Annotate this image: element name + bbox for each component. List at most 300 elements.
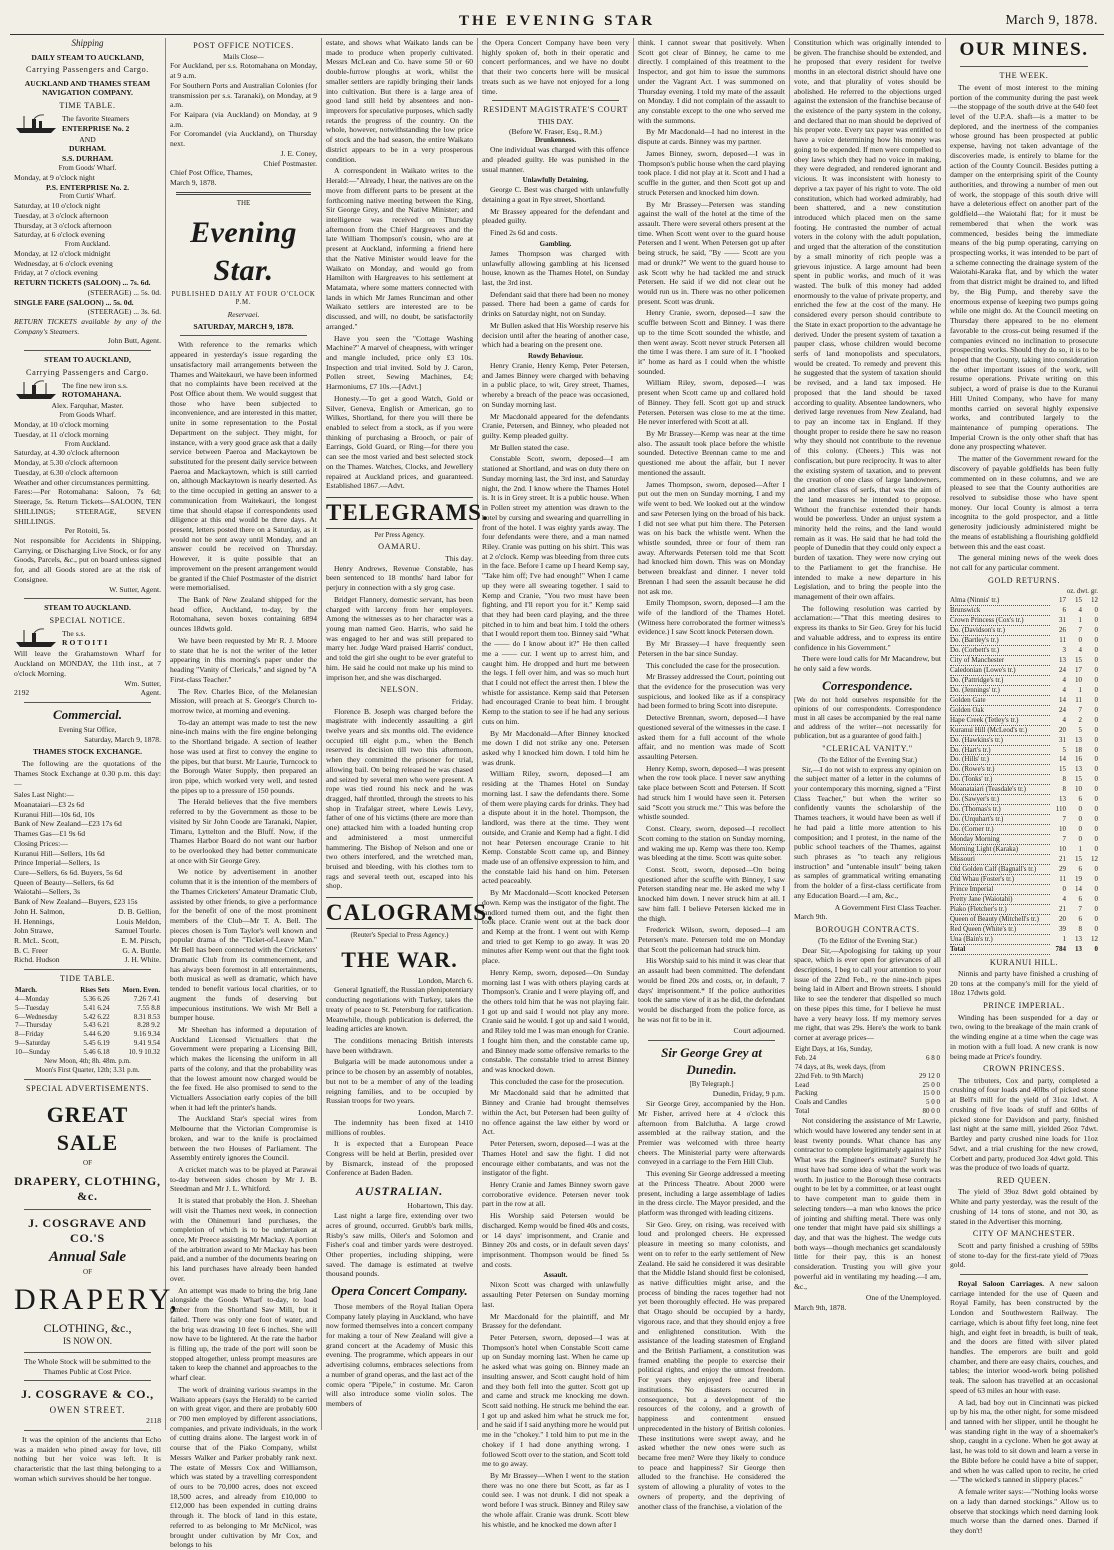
broker-row — [14, 926, 161, 936]
paragraph: Henry Cranie, Henry Kemp, Peter Petersen, and James Binney were charged with behaving in a public place, to wit, Grey street, Thames, whereby a breach of the peace was occasioned, on Sunday morning last. — [482, 361, 629, 409]
table-cell: 784 — [1055, 944, 1066, 953]
paragraph: James Thompson was charged with unlawfully allowing gambling at his licensed house, known as the Thames Hotel, on Sunday last, the 3rd inst. — [482, 248, 629, 288]
table-cell: 0 — [1094, 835, 1098, 844]
list-heading: Sales Last Night:— — [14, 790, 74, 800]
table-cell: 9.41 9.54 — [133, 1039, 160, 1048]
table-cell: Eight Days, at 16s, Sunday, — [795, 1044, 873, 1053]
table-row — [950, 904, 1098, 914]
paragraph: This concluded the case for the prosecution. — [646, 660, 780, 670]
table-cell: 14 — [1059, 695, 1066, 704]
ad-line: Fares:—Per Rotomahana: Saloon, 7s 6d; Steerage, 5s. Return Tickets—SALOON, TEN SHILLINGS; STEERAGE, SEVEN SHILLINGS. — [14, 487, 161, 526]
table-cell: Do. (Davidson's tr.) — [950, 626, 1050, 636]
table-cell: 0 — [1094, 705, 1098, 714]
table-row — [950, 845, 1098, 855]
list-item: For Kaipara (via Auckland) on Monday, at 9 a.m. — [170, 110, 317, 129]
ad-daily-steam: DAILY STEAM TO AUCKLAND, — [31, 52, 144, 62]
table-cell: 0 — [1094, 735, 1098, 744]
paragraph: By Mr Macdonald—After Binney knocked me down I did not strike any one. Petersen asked why I knocked him down. I told him he was drunk. — [482, 728, 629, 767]
table-cell: 6 — [1078, 864, 1082, 873]
table-cell: Coals and Candles — [795, 1098, 848, 1107]
table-cell: 6 8 0 — [926, 1053, 940, 1062]
contract-cost-table — [794, 1045, 941, 1117]
table-row — [14, 1048, 161, 1057]
paragraph: estate, and shows what Waikato lands can be made to produce when properly cultivated. Messrs McLean and Co. have some 50 or 60 double-furrow ploughs at work, whilst the smaller settlers are rapidly bringing their lands into cultivation. But there is a large area of good land still held by absentees and non-improvers for speculative purposes, which sadly retards the progress of the country. On the whole, however, notwithstanding the low price of stock and the bad season, the entire Waikato district appears to be in a very prosperous condition. — [326, 38, 473, 164]
table-cell: 24 — [1059, 665, 1066, 674]
table-cell: 12 — [1091, 854, 1098, 863]
table-cell: 9—Saturday — [15, 1039, 51, 1048]
table-cell: 6 — [1062, 606, 1066, 615]
table-cell: 15 — [1075, 854, 1082, 863]
ad-line: DURHAM. — [69, 144, 106, 154]
paragraph: James Binney, sworn, deposed—I was in Thompson's public house when the card playing took place. I did not play at it. Scott and I had a scuffle in the gutter, and then Scott got up and struck Petersen and knocked him down. — [638, 148, 785, 197]
section-heading-correspondence: Correspondence. — [822, 677, 913, 693]
table-header-row — [14, 986, 161, 995]
table-cell: 6 — [1078, 795, 1082, 804]
list-item: For Coromandel (via Auckland), on Thursday next. — [170, 129, 317, 149]
table-row — [950, 735, 1098, 745]
list-item: For Southern Ports and Australian Colonies (for transmission per s.s. Taranaki), on Monday, at 9 a.m. — [170, 80, 317, 110]
broker-list — [14, 907, 161, 965]
table-cell: City of Manchester — [950, 655, 1050, 665]
paragraph: By Mr Brassey—Petersen was standing against the wall of the hotel at the time of the assault. There were several others present at the time. When Scott went over to the guard house Petersen and I went. When Petersen got up after being struck, he said, "By —— Scott are you mad or drunk?" We went to the guard house to ask Scott why he had tackled me and struck Petersen. He said if we did not clear out he would run us in. There was no other policemen present. Scott was drunk. — [638, 199, 785, 306]
table-cell: 0 — [1094, 825, 1098, 834]
table-cell: Prince Imperial — [950, 884, 1050, 894]
paragraph: It is expected that a European Peace Congress will be held at Berlin, presided over by Bismarck, instead of the proposed Conference at Baden Baden. — [326, 1139, 473, 1178]
table-cell: 5.44 6.20 — [83, 1030, 110, 1039]
paragraph: Const. Cleary, sworn, deposed—I recollect Scott coming to the station on Sunday morning, and waking me up. Kemp was there too. Kemp was bleeding at the time. Scott was quite sober. — [638, 824, 785, 863]
table-cell: 74 days, at 8s, week days, (from — [795, 1062, 886, 1071]
article-heading: RESIDENT MAGISTRATE'S COURT — [483, 105, 628, 115]
ad-line: Saturday, at 4.30 o'clock afternoon — [14, 448, 120, 458]
table-row — [950, 815, 1098, 825]
article-heading: Sir George Grey at Dunedin. — [661, 1045, 762, 1077]
table-cell: 26 — [1059, 626, 1066, 635]
ad-line: From Goods' Wharf. — [58, 163, 117, 172]
broker-row — [14, 907, 161, 917]
table-row — [794, 1045, 941, 1054]
table-cell: 17 — [1059, 596, 1066, 605]
table-cell: 0 — [1078, 835, 1082, 844]
broker-name: Louis Meldon, — [116, 916, 161, 926]
broker-name: J. H. White. — [124, 955, 161, 965]
table-cell: 0 — [1094, 695, 1098, 704]
paragraph: The tributers, Cox and party, completed a crushing of four loads and 40lbs of picked stone at Bell's mill for the yield of 31oz 1dwt. A crushing of five loads of stuff and 60lbs of picked stone for Davidson and party, finished last night at the same mill, yielded 26oz 7dwt. Bartley and party crushed nine loads for 11oz 5dwt, and a trial crushing for the new crowd, Corbett and party, produced 3oz 4dwt gold. This was the produce of two loads of quartz. — [950, 1075, 1098, 1173]
paragraph: Winding has been suspended for a day or two, owing to the breakage of the main crank of the winding engine at a time when the cage was in motion with a full load. A new crank is now being made at Price's foundry. — [950, 1012, 1098, 1061]
table-cell: Do. (Urquhart's tr.) — [950, 815, 1050, 825]
steamship-icon — [14, 379, 58, 401]
table-cell: 21 — [1059, 904, 1066, 913]
table-cell: 13 — [1075, 735, 1082, 744]
list-heading: Mails Close— — [223, 52, 264, 61]
paragraph: Henry Cranie and James Binney sworn gave corroborative evidence. Petersen never took part in the row at all. — [482, 1179, 629, 1209]
table-cell: 0 — [1094, 645, 1098, 654]
ad-heading: STEAM TO AUCKLAND. — [44, 603, 131, 613]
inline-heading: Royal Saloon Carriages. — [958, 1278, 1045, 1288]
dateline: SATURDAY, MARCH 9, 1878. — [193, 321, 294, 331]
table-cell: 16 — [1075, 755, 1082, 764]
table-row — [794, 1107, 941, 1116]
table-cell: 7—Thursday — [15, 1021, 52, 1030]
signature: Chief Postmaster. — [263, 158, 317, 168]
table-cell: 1 — [1078, 616, 1082, 625]
moon-note: Moon's First Quarter, 12th; 3.31 p.m. — [35, 1066, 140, 1075]
paragraph: Peter Petersen, sworn, deposed—I was at Thompson's hotel when Constable Scott came up on Sunday morning last. When he came up he asked what was going on. Binney made an insulting answer, and Scott caught hold of him and they both fell into the gutter. Scott got up and came and struck me knocking me down. Scott said nothing. He struck me behind the ear. I got up and asked him what he struck me for, and he said if I said anything more he would put me in the "chokey." I told him to put me in the chokey if I had done anything wrong. I followed Scott over to the station, and Scott told me to go away. — [482, 1332, 630, 1469]
ad-line: OF — [83, 1267, 92, 1276]
list-item: Bank of New Zealand—£23 17s 6d — [14, 819, 122, 829]
ad-line: OWEN STREET. — [49, 1404, 126, 1415]
paragraph: George C. Best was charged with unlawfully detaining a goat in Rye street, Shortland. — [482, 185, 629, 205]
dateline: This day. — [445, 553, 473, 563]
table-cell: 4 — [1078, 645, 1082, 654]
paragraph: The indemnity has been fixed at 1410 millions of roubles. — [326, 1117, 473, 1137]
divider — [176, 192, 311, 195]
table-row — [950, 655, 1098, 665]
article-heading: AUSTRALIAN. — [355, 1184, 444, 1199]
table-row — [794, 1081, 941, 1090]
table-row — [14, 1030, 161, 1039]
table-cell — [912, 1045, 941, 1054]
table-cell: 5.46 6.18 — [83, 1048, 110, 1057]
subheading: Assault. — [543, 1271, 568, 1280]
table-cell: 0 — [1094, 864, 1098, 873]
table-cell: 13 — [1059, 795, 1066, 804]
table-cell: 0 — [1094, 924, 1098, 933]
ad-line: Tuesday, at 11 o'clock morning — [14, 429, 109, 439]
subheading: Rowdy Behaviour. — [528, 352, 583, 361]
broker-row — [14, 917, 161, 927]
table-cell: 10 — [1075, 675, 1082, 684]
paragraph: Mr Bullen stated the case. — [490, 442, 570, 452]
special-ads-heading: SPECIAL ADVERTISEMENTS. — [25, 1084, 150, 1094]
table-cell: 8—Friday — [15, 1030, 44, 1039]
table-cell: 80 0 0 — [922, 1107, 940, 1116]
table-cell: Do. (Tonks' tr.) — [950, 775, 1050, 785]
table-cell: Do. (Rowe's tr.) — [950, 765, 1050, 775]
table-row — [950, 665, 1098, 675]
paragraph: By Mr Brassey—I have frequently seen Petersen in the bar since Sunday. — [638, 639, 785, 658]
broker-name: Samuel Tourle. — [114, 926, 161, 936]
paragraph: Florence B. Joseph was charged before the magistrate with indecently assaulting a girl twelve years and six months old. The evidence occupied till eight p.m., when the Bench reserved its decision till two this afternoon, when they committed the prisoner for trial, allowing bail. On being released he was chased and seized by several men who were present. A rope was tied round his neck and he was dragged, half throttled, through the streets to his shop in Trafalgar street, where Lewis Levy, father of one of his victims (there are more than one) attacked him with a loaded hunting crop and administered a most unmerciful hammering. The Bishop of Nelson and one or two others interfered, and the wretched man, bruised and bleeding, with his clothes torn to rags and several teeth out, escaped into his shop. — [326, 706, 473, 891]
table-cell: 7 — [1078, 626, 1082, 635]
paragraph: Fined 2s 6d and costs. — [490, 228, 558, 238]
paragraph: Henry Kemp, sworn, deposed—On Sunday morning last I was with others playing cards at Thompson's. Cranie and I were playing off, and the others told him that he was not playing fair. I got up and said I would not play any more. Cranie said he would. I got up and said I would, and Riley told me I was man enough for Cranie. I fought him then, and the constable came up, and Binney made some offensive remarks to the constable. The constable tried to arrest Binney and was knocked down. — [482, 967, 629, 1075]
paragraph: Constitution which was originally intended to be given. The franchise should be extended, and he proposed that every resident for twelve months in an electoral district should have one vote, and that plurality of votes should be abolished. He referred to the objections urged against the extension of the franchise because of the existence of the party system in the colony, and declared that no man should be deprived of his proper vote. Every tax payer was entitled to have a voice determining how his money was going to be expended. If men were compelled to obey laws which they had no voice in making, they were degraded, and rendered ignorant and vicious. It was inconsistent with honesty to deprive a tax payer of his right to vote. The old constitution, which had worked admirably, had been shattered, and a new constitution introduced which placed men on the same footing. He contrasted the number of actual voters in the colony with the adult population, and urged that the alteration of the constitution by a small minority of rich people was a grievous injustice. A large amount had been spent in public works, and much of it was wasted. The bulk of this money had added enormously to the value of private property, and enriched the few at the cost of the many. He considered every person should contribute to the State in exact proportion to the advantage he derived. Under the present system of taxation a pauper class, whose children would become serfs of land monopolists and speculators, would be created. To remedy and prevent this he suggested that the system of taxation should be revised, and a land tax imposed. He proposed that the land should be taxed according to quality. Absentee landowners, who derived large revenues from New Zealand, had to pay an income tax in England. If they thought proper to reside there he saw no reason why they should not contribute to the revenue of this colony. (Cheers.) This was not confiscation, but pure reciprocity. It was to alter the existing system of taxation, and to prevent the creation of one class of large landowners, and another class of serfs, that was the aim of the land measures he intended to propose. Without the franchise extended their hands would be powerless. Under an unjust system a minority held the reins, and the land would remain as it was. He said that he had told the people of Dunedin that they could only expect a burden of taxation. They were now crying out to the Parliament to get the franchise. He intended to make a new departure in his Legislation, and to bring the people into the management of their own affairs. — [794, 38, 941, 601]
signature: J. E. Coney, — [280, 148, 317, 158]
table-cell: 5 0 0 — [926, 1098, 940, 1107]
table-row — [950, 924, 1098, 934]
paragraph: By Mr Brassey—When I went to the station there was no one there but Scott, as far as I could see. I was not drunk. I did not speak a word before I was struck. Binney and Riley saw the whole affair. Cranie was drunk. Scott blew his whistle, and he knocked me down after I — [482, 1471, 629, 1529]
table-cell: 0 — [1094, 675, 1098, 684]
table-row — [950, 874, 1098, 884]
table-cell: 0 — [1094, 765, 1098, 774]
table-cell: 0 — [1078, 825, 1082, 834]
table-cell: 21 — [1059, 854, 1066, 863]
table-cell: 0 — [1078, 815, 1082, 824]
time-table-heading: TIME TABLE. — [59, 101, 116, 111]
table-cell: Do. (Sawyer's tr.) — [950, 795, 1050, 805]
table-row — [14, 1004, 161, 1013]
table-row — [794, 1089, 941, 1098]
divider — [648, 1040, 775, 1041]
table-cell: 0 — [1094, 884, 1098, 893]
table-row — [14, 1021, 161, 1030]
table-row — [950, 616, 1098, 626]
paragraph: Those members of the Royal Italian Opera Company lately playing in Auckland, who have now formed themselves into a concert company for making a tour of New Zealand will give a grand concert at the Academy of Music this evening. The programme, which appears in our advertising columns, embraces selections from a number of grand operas, and the last act of the comic opera "Pipele," in costume. Mr. Caron will also introduce some violin solos. The members of — [326, 1301, 473, 1409]
table-row — [950, 795, 1098, 805]
table-cell: 0 — [1094, 775, 1098, 784]
divider — [24, 598, 151, 599]
table-cell: 12 — [1091, 596, 1098, 605]
ad-line: ROTOITI — [62, 638, 110, 648]
broker-name: D. B. Gellion, — [118, 906, 161, 916]
table-cell: 9.16 9.34 — [133, 1030, 160, 1039]
table-row — [950, 745, 1098, 755]
table-row — [14, 1039, 161, 1048]
ad-line: RETURN TICKETS (SALOON) ... 7s. 6d. — [14, 278, 151, 288]
table-row — [950, 596, 1098, 605]
table-cell: 3 — [1062, 645, 1066, 654]
broker-name: E. M. Pirsch, — [121, 936, 161, 946]
table-cell: Do. (Corbett's tr.) — [950, 645, 1050, 655]
column-7 — [946, 38, 1102, 1535]
paragraph: Sir George Grey, accompanied by the Hon. Mr Fisher, arrived here at 4 o'clock this afternoon from Balclutha. A large crowd assembled at the railway station, and the Premier was welcomed with three hearty cheers. The Ministerial party were afterwards conveyed in a carriage to the Fern Hill Club. — [638, 1099, 785, 1167]
issue-date: March 9, 1878. — [1005, 13, 1098, 28]
list-item: Prince Imperial—Sellers, 1s — [14, 858, 100, 868]
ad-line: SINGLE FARE (SALOON) ... 5s. 0d. — [14, 297, 134, 307]
table-cell: 0 — [1094, 626, 1098, 635]
table-row — [950, 894, 1098, 904]
article-heading: Opera Concert Company. — [331, 1283, 468, 1299]
list-item: Cure—Sellers, 6s 6d. Buyers, 5s 6d — [14, 867, 123, 877]
table-cell: 11 — [1059, 874, 1066, 883]
byline: (Reuter's Special to Press Agency.) — [350, 930, 449, 939]
paragraph: Henry Cranie, sworn, deposed—I saw the scuffle between Scott and Binney. I was there up to the time Scott sounded the whistle, and then went away. Scott never struck Petersen all the time I was there. I am sure of it. I "hooked it" home as hard as I could when the whistle sounded. — [638, 308, 785, 376]
broker-name: John H. Salmon, — [14, 906, 65, 916]
ad-line: OF — [83, 1159, 92, 1168]
table-cell: 19 — [1075, 874, 1082, 883]
paragraph: Have you seen the "Cottage Washing Machine?" A marvel of cheapness, with wringer and mangle included, price only £3 10s. Inspection and trial invited. Sold by J. Caron, Pollen street, Sewing Machines, £4; Harmoniums, £7 10s.—[Advt.] — [326, 333, 473, 392]
column-6 — [790, 38, 946, 1430]
paragraph: The following resolution was carried by acclamation:—"That this meeting desires to express its thanks to Sir Geo. Grey for his lucid and valuable address, and to express its entire confidence in his Government." — [794, 603, 941, 652]
ad-number: 2192 — [14, 688, 30, 698]
mine-heading: RED QUEEN. — [996, 1175, 1052, 1185]
table-cell: 11 — [1075, 695, 1082, 704]
ad-line: Monday, at 10 o'clock morning — [14, 420, 109, 430]
table-cell: 7 — [1062, 835, 1066, 844]
table-cell: Moanataiari (Teasdale's tr.) — [950, 785, 1050, 795]
ad-subheading: Carrying Passengers and Cargo. — [26, 367, 149, 377]
paragraph: Mr Brassey appeared for the defendant and pleaded guilty. — [482, 206, 629, 226]
table-row — [950, 645, 1098, 655]
table-cell: 5.36 6.26 — [83, 994, 110, 1003]
paragraph: Henry Kemp, sworn, deposed—I was present when the row took place. I never saw anything take place between Scott and Petersen. If Scott had struck him I would have seen it. Petersen said "Scott you struck me." This was before the whistle sounded. — [638, 763, 785, 822]
ad-subheading: Carrying Passengers and Cargo. — [26, 65, 149, 75]
paragraph: Defendant said that there had been no money passed. There had been a game of cards for drinks on Saturday night, not on Sunday. — [482, 289, 629, 319]
paragraph: One individual was charged with this offence and pleaded guilty. He was punished in the usual manner. — [482, 145, 629, 174]
masthead-evening-star: Evening Star. — [190, 215, 297, 288]
ad-line: (STEERAGE) ... 3s. 6d. — [87, 307, 161, 317]
ad-line: From Goods Wharf. — [59, 411, 116, 420]
divider — [24, 1380, 151, 1381]
gold-returns-heading: GOLD RETURNS. — [988, 575, 1060, 585]
paragraph: the Opera Concert Company have been very highly spoken of, both in their operatic and concert performances, and we have no doubt that their two concerts here will be musical treats such as we have not enjoyed for a long time. — [482, 38, 629, 96]
ad-line: J. COSGRAVE & CO., — [21, 1387, 154, 1402]
dateline: Saturday, March 9, 1878. — [84, 734, 161, 744]
steamship-icon — [14, 113, 58, 135]
table-cell: Alma (Ninnis' tr.) — [950, 596, 1050, 605]
byline: Per Press Agency. — [374, 530, 425, 539]
table-row — [950, 825, 1098, 835]
ad-line: From Auckland. — [64, 439, 111, 448]
mine-heading: PRINCE IMPERIAL. — [983, 1001, 1065, 1011]
table-cell: 31 — [1059, 616, 1066, 625]
paragraph: The conditions menacing British interests have been withdrawn. — [326, 1036, 473, 1055]
table-cell: Do. (Pattridge's tr.) — [950, 675, 1050, 685]
paragraph: Mr Brassey addressed the Court, pointing out that the evidence for the prosecution was very suspicious, and looked like as if a conspiracy had been formed to bring Scott into disrepute. — [638, 672, 785, 711]
table-cell: 1 — [1078, 685, 1082, 694]
table-cell: 8.31 8.53 — [133, 1012, 160, 1021]
table-cell: 4 — [1062, 685, 1066, 694]
moon-note: New Moon, 4th; 8h. 48m. p.m. — [44, 1057, 131, 1066]
ad-line: ENTERPRISE No. 2 — [62, 123, 130, 133]
ad-line: From Curtis' Wharf. — [59, 192, 116, 201]
table-row — [950, 725, 1098, 735]
table-cell: 29 — [1059, 864, 1066, 873]
table-row — [950, 864, 1098, 874]
paragraph: William Riley, sworn, deposed—I am residing at the Thames Hotel on Sunday morning last. I saw the defendants there. Some of them were playing cards for drinks. They had a dispute about it in the hotel. Thompson, the landlord, was there at the time. They went outside, and Cranie and Kemp had a fight. I did not hear Petersen encourage Cranie to hit Kemp. Constable Scott came up, and Binney made use of an offensive expression to him, and the constable laid his hand on him. Petersen acted peaceably. — [482, 769, 629, 886]
divider — [24, 1079, 151, 1080]
paragraph: A correspondent in Waikato writes to the Herald:—"Already, I hear, the natives are on the move from different parts to be present at the forthcoming native meeting between the King, Sir George Grey, and the Native Minister; and intelligence was received on Thursday afternoon from the Chief Hargreaves and the late William Thompson's cousin, who are at present at Auckland, informing a friend here that the Native Minister would leave for the Waikato on Monday, and would go from Hamilton with Hargreaves to his settlement at Matamata, where some matters connected with lands in which Mr James Runciman and other Waikato settlers are interested are to be discussed, and will, no doubt, be satisfactorily arranged." — [326, 166, 473, 331]
table-cell: 14 — [1075, 884, 1082, 893]
table-cell: Do. (Hills' tr.) — [950, 755, 1050, 765]
ad-line: Saturday, at 6 o'clock evening — [14, 230, 105, 240]
table-cell: 0 — [1094, 795, 1098, 804]
table-cell: 18 — [1075, 745, 1082, 754]
article-heading: POST OFFICE NOTICES. — [193, 41, 294, 50]
paragraph: His Worship said to his mind it was clear that an assault had been committed. The defendant would be fined 20s and costs, or, in default, 7 days' imprisonment.* If the police authorities took the same view of it as he did, the defendant would be discharged from the police force, as he was not fit to be in it. — [638, 956, 785, 1024]
paragraph: Constable Scott, sworn, deposed—I am stationed at Shortland, and was on duty there on Sunday morning last, the 3rd inst, and Saturday night, the 2nd. I know where the Thames Hotel is. It is in Grey street. It is a public house. When in Pollen street my attention was drawn to the hotel by cursing and swearing and quarrelling in front of the hotel. I was eighty yards away. The four defendants were there, and a man named Riley. Cranie was putting on his shirt. This was at 2 o'clock. Kemp was bleeding from three cuts in the face. Before I came up I heard Kemp say, "Take him off; I've had enough!" When I came up they were all swearing together. I said to Kemp and Cranie, "You two must have been fighting, and I'll report you for it." Kemp said that they had been card playing, and the three pitched in to him and beat him. I told the others that I would report them too. Binney said "What the —— do I know about it?" He then called me a —— cur. I went up to arrest him, and caught him. He dropped and hurt me between the legs. I fell over him, and was so much hurt that I could not effect the arrest then. I blew the whistle for assistance. Kemp said that Petersen had encouraged Cranie to beat him. I brought Kemp to the station to see if he had any serious cuts on him. — [482, 454, 629, 726]
subheading: Unlawfully Detaining. — [522, 176, 589, 185]
table-cell — [912, 1063, 941, 1072]
paragraph: Mr Macdonald said that he admitted that Binney and Cranie had brought themselves within the Act, but Petersen had been guilty of no offence against the law either by word or Act. — [482, 1088, 629, 1137]
broker-row — [14, 955, 161, 965]
paragraph: By Mr Brassey—Kemp was near at the time also. The assault took place before the whistle sounded. Detective Brennan came to me and questioned me about the affair, but I never mentioned the assault. — [638, 429, 785, 477]
table-cell: 0 — [1078, 805, 1082, 814]
table-cell: 0 — [1094, 685, 1098, 694]
paragraph: By Mr Macdonald—Scott knocked Petersen down. Kemp was the instigator of the fight. The landlord turned them out, and the fight then took place. Cranie went out at the back door and Kemp at the front. I went out with Kemp and tried to get Kemp to go away. It was 20 minutes after Kemp went out that the fight took place. — [482, 888, 629, 966]
dateline: Evening Star Office, — [58, 725, 117, 734]
publication-note: PUBLISHED DAILY AT FOUR O'CLOCK P.M. — [171, 290, 316, 307]
ad-line: AND — [79, 134, 96, 144]
company-name: AUCKLAND AND THAMES STEAM NAVIGATION COMPANY. — [24, 78, 151, 98]
ship-ad-row — [14, 379, 161, 401]
table-cell: Piako (Fletcher's tr.) — [950, 904, 1050, 914]
mine-heading: KURANUI HILL. — [989, 957, 1059, 967]
table-cell: 13 — [1075, 765, 1082, 774]
table-cell: 5.45 6.19 — [83, 1039, 110, 1048]
paragraph: Mr Macdonald appeared for the defendants Cranie, Petersen, and Binney, who pleaded not guilty. Kemp pleaded guilty. — [482, 411, 629, 441]
section-heading-calograms: CALOGRAMS. — [326, 897, 473, 928]
dateline: March 9th. — [794, 912, 828, 922]
table-row — [950, 626, 1098, 636]
broker-row — [14, 936, 161, 946]
table-cell: 8 — [1078, 924, 1082, 933]
broker-name: B. C. Freer — [14, 945, 48, 955]
ad-line: Monday, at 12 o'clock midnight — [14, 249, 111, 258]
mine-heading: CROWN PRINCESS. — [983, 1064, 1065, 1074]
table-row — [950, 755, 1098, 765]
paragraph: This concluded the case for the prosecution. — [490, 1076, 624, 1086]
subheading: Drunkenness. — [534, 136, 577, 145]
paragraph: The Bank of New Zealand shipped for the head office, Auckland, to-day, by the Rotomahana, seven boxes containing 6894 ounces 18dwts gold. — [170, 595, 317, 634]
table-row — [950, 854, 1098, 864]
table-row — [950, 675, 1098, 685]
ad-line: Tuesday, at 3 o'clock afternoon — [14, 210, 109, 220]
paragraph: Ninnis and party have finished a crushing of 20 tons at the company's mill for the yield of 18oz 17dwts gold. — [950, 969, 1098, 998]
table-cell: 11 — [1059, 636, 1066, 645]
table-cell: 7.55 8.8 — [137, 1003, 160, 1012]
table-cell: 0 — [1094, 636, 1098, 645]
table-cell: 4 — [1062, 894, 1066, 903]
paragraph: General Ignatieff, the Russian plenipotentiary conducting negotiations with Turkey, takes the treaty of peace to St. Petersburg for ratification. Meanwhile, though publication is deferred, the leading articles are known. — [326, 985, 473, 1034]
ad-line: S.S. DURHAM. — [61, 154, 114, 164]
table-cell: 13 — [1059, 655, 1066, 664]
table-row — [794, 1063, 941, 1072]
ship-ad-row — [14, 113, 161, 135]
ad-line: Thursday, at 3 o'clock afternoon — [14, 220, 112, 230]
table-row — [950, 636, 1098, 646]
ad-line: Monday, at 9 o'clock night — [14, 172, 95, 182]
paragraph: By Mr Macdonald—I had no interest in the dispute at cards. Binney was my partner. — [638, 127, 785, 147]
table-row — [794, 1098, 941, 1107]
table-cell: Total — [950, 944, 1050, 954]
paragraph: Sir,—I do not wish to express any opinion on the subject matter of a letter in the columns of your contemporary this morning, signed a "First Class Teacher," but when the writer so confidently vaunts the scholarship of the Thames teachers, it would have been as well if he had paid a little more attention to his composition; and I protest, in the name of the public school teachers of the Thames, against such phrases as "to teach any religious instruction" and "untenable insult" being taken as samples of grammatical writing emanating from the holder of a first-class certificate from any Education Board.—I am, &c., — [794, 764, 941, 900]
table-cell: 5.43 6.21 — [83, 1021, 110, 1030]
table-cell: 0 — [1094, 755, 1098, 764]
letter-heading: "CLERICAL VANITY." — [822, 744, 913, 754]
list-item: Kuranui Hill—Sellers, 10s 6d — [14, 848, 105, 858]
ad-line: Monday, at 5.30 o'clock afternoon — [14, 458, 118, 468]
court-adjourned: Court adjourned. — [733, 1026, 785, 1036]
motto: Reservaei. — [227, 309, 260, 319]
list-item: Kuranui Hill—10s 6d, 10s — [14, 809, 95, 819]
paragraph: The Rev. Charles Bice, of the Melanesian Mission, will preach at S. George's Church to-morrow twice, at morning and evening. — [170, 686, 317, 715]
ad-line: J. COSGRAVE AND CO.'S — [28, 1215, 147, 1246]
divider — [24, 702, 151, 703]
steamship-icon — [14, 627, 58, 649]
table-cell: 7.26 7.41 — [133, 994, 160, 1003]
column-2 — [166, 38, 322, 1550]
table-cell: 4 — [1062, 675, 1066, 684]
letter-address: (To the Editor of the Evening Star.) — [818, 936, 917, 945]
divider — [24, 1209, 151, 1210]
paragraph: There were loud calls for Mr Macandrew, but he only said a few words. — [794, 654, 941, 673]
table-cell: 29 12 0 — [919, 1071, 940, 1080]
table-cell: Kuranui Hill (McLeod's tr.) — [950, 725, 1050, 735]
section-heading-our-mines: OUR MINES. — [959, 39, 1089, 60]
table-cell: 5 — [1062, 745, 1066, 754]
table-cell: 24 — [1059, 705, 1066, 714]
paragraph: It is stated that probably the Hon. J. Sheehan will visit the Thames next week, in connection with the Ohinemuri land purchases, the completion of which is to be undertaken at once, Mr Preece assisting Mr Mackay. A portion of the arbitration award to Mr Mackay has been paid, and a number of the documents bearing on his land purchases have already been handed over. — [170, 1196, 317, 1283]
ad-line: W. Sutter, Agent. — [109, 584, 161, 594]
ad-line: CLOTHING, &c., — [43, 1320, 132, 1335]
ad-line: Per Rotoiti, 5s. — [64, 526, 111, 536]
table-cell: 10 — [1059, 845, 1066, 854]
paragraph: The event of most interest to the mining portion of the community during the past week—the stoppage of the south drive at the 640 feet level of the U.P.A. shaft—is a matter to be deplored, and the inertness of the companies whose ground has been prospected at public expense, having not taken advantage of the discoveries made, is entirely to blame for the action of the County Council. Besides putting a damper on the enterprising spirit of the County authorities, and throwing a number of men out of work, the stoppage of this south drive will have a deleterious effect on another part of the goldfield—the Waiotahi flat; for it must be remembered that when the work was commenced, besides being the immediate means of the big pump operating, carrying on prospecting works, it was intended to be part of a scheme connecting the drainage system of the Waiotahi-Karaka flat, and by which the water from that district might be drained to, and lifted by, the Big Pump, and thereby save the enormous expense of keeping two pumps going while one might do. At the Council meeting on Thursday there appeared to be no element favorable to the cross-cut being resumed if the companies evinced no inclination to prosecute prospecting works. Should they do so, it is to be hoped that the County, taking into consideration the other important issues of the work, will resume operations. Private writing on this subject, a word of praise is due to the Kuranui Hill United Company, who have for many months carried on several highly expensive works, and contributed largely to the maintenance of pumping operations. The Imperial Crown is the only other shaft that has done any prospecting whatever. — [950, 82, 1098, 452]
table-cell: 0 — [1094, 805, 1098, 814]
table-cell: Do. (Hawkins's tr.) — [950, 735, 1050, 745]
paragraph: Nixon Scott was charged with unlawfully assaulting Peter Petersen on Sunday morning last. — [482, 1280, 629, 1309]
